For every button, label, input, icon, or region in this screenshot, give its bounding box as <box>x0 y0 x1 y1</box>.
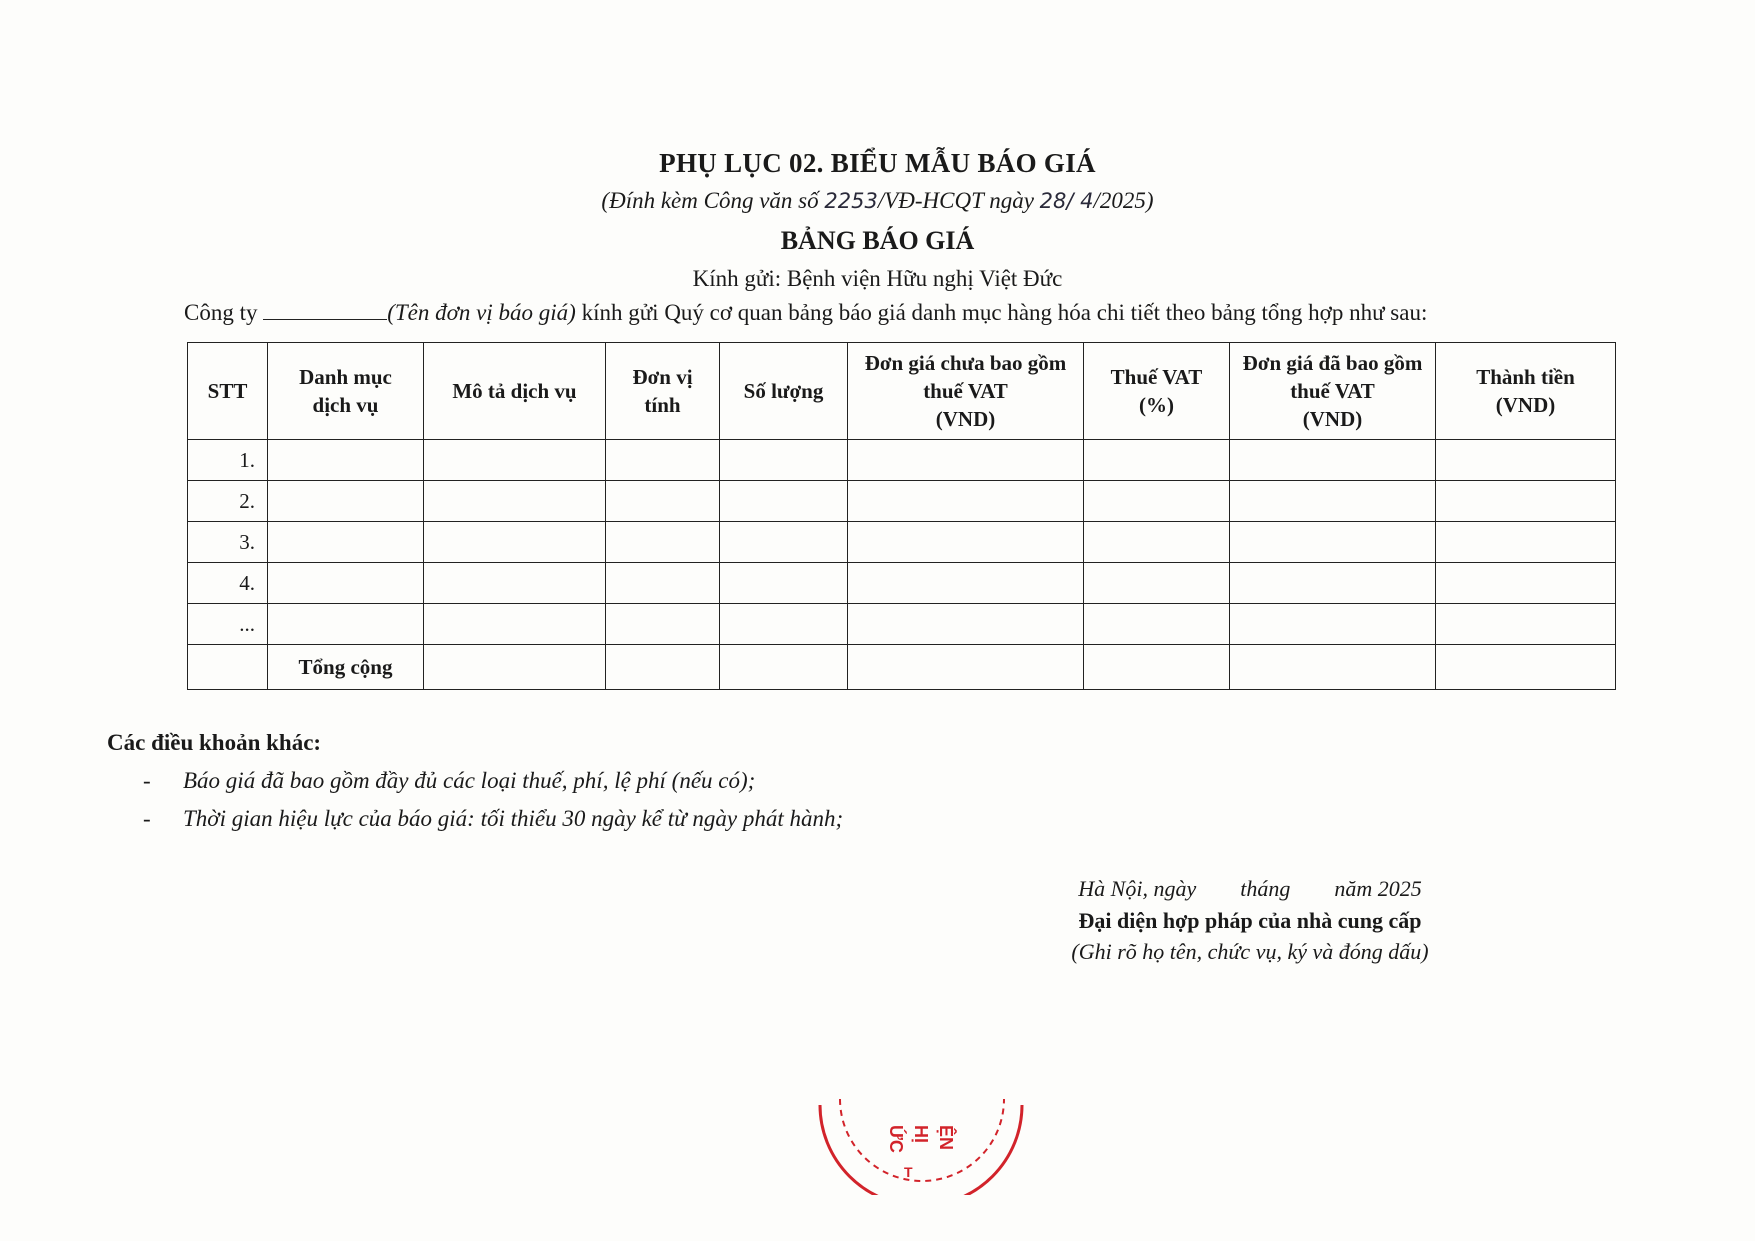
seal-text: T <box>904 1164 913 1180</box>
table-cell[interactable] <box>1230 481 1436 522</box>
table-cell[interactable] <box>1084 645 1230 690</box>
seal-text: ỆN <box>936 1125 956 1151</box>
table-cell[interactable] <box>720 481 848 522</box>
table-cell[interactable] <box>1084 481 1230 522</box>
table-cell[interactable] <box>1436 645 1616 690</box>
table-cell[interactable] <box>424 522 606 563</box>
seal-outer-arc <box>820 1105 1022 1195</box>
signature-place-date: Hà Nội, ngày tháng năm 2025 <box>1078 876 1422 901</box>
table-cell[interactable] <box>424 604 606 645</box>
signature-representative: Đại diện hợp pháp của nhà cung cấp <box>1078 908 1422 933</box>
table-cell[interactable] <box>1230 522 1436 563</box>
header-quantity: Số lượng <box>720 343 848 440</box>
doc-number: 2253 <box>824 189 878 213</box>
header-unit: Đơn vị tính <box>606 343 720 440</box>
row-number: ... <box>188 604 268 645</box>
subtitle-mid: /VĐ-HCQT ngày <box>877 188 1034 213</box>
total-label: Tổng cộng <box>268 645 424 690</box>
table-cell[interactable] <box>720 645 848 690</box>
table-cell[interactable] <box>848 481 1084 522</box>
table-cell[interactable] <box>1230 645 1436 690</box>
row-number: 3. <box>188 522 268 563</box>
table-cell[interactable] <box>268 604 424 645</box>
intro-placeholder: (Tên đơn vị báo giá) <box>387 300 576 325</box>
table-header-row <box>188 343 1616 440</box>
header-unit-price-incl-vat: Đơn giá đã bao gồm thuế VAT (VND) <box>1230 343 1436 440</box>
table-row <box>188 563 1616 604</box>
table-cell[interactable] <box>1084 522 1230 563</box>
intro-suffix: kính gửi Quý cơ quan bảng báo giá danh mục hàng hóa chi tiết theo bảng tổng hợp như sau: <box>581 300 1428 325</box>
table-cell[interactable] <box>1084 604 1230 645</box>
table-cell[interactable] <box>268 481 424 522</box>
table-cell[interactable] <box>1084 440 1230 481</box>
header-service-category: Danh mục dịch vụ <box>268 343 424 440</box>
table-cell[interactable] <box>1436 481 1616 522</box>
table-cell[interactable] <box>1436 563 1616 604</box>
row-number: 1. <box>188 440 268 481</box>
table-cell[interactable] <box>720 522 848 563</box>
table-row <box>188 604 1616 645</box>
table-cell[interactable] <box>268 563 424 604</box>
bullet-dash: - <box>143 806 151 831</box>
table-cell[interactable] <box>1436 522 1616 563</box>
table-cell[interactable] <box>1230 604 1436 645</box>
table-cell[interactable] <box>424 645 606 690</box>
recipient-line: Kính gửi: Bệnh viện Hữu nghị Việt Đức <box>692 266 1063 291</box>
table-cell[interactable] <box>720 440 848 481</box>
bullet-dash: - <box>143 768 151 793</box>
table-cell[interactable] <box>1436 440 1616 481</box>
row-number: 4. <box>188 563 268 604</box>
table-cell[interactable] <box>606 563 720 604</box>
document-subtitle <box>0 188 1755 214</box>
document-title: PHỤ LỤC 02. BIỂU MẪU BÁO GIÁ <box>659 148 1096 178</box>
company-name-blank <box>263 301 387 320</box>
seal-text: ỨC <box>886 1125 906 1153</box>
subtitle-suffix: /2025) <box>1093 188 1154 213</box>
table-row <box>188 522 1616 563</box>
table-cell[interactable] <box>720 563 848 604</box>
header-stt: STT <box>188 343 268 440</box>
header-service-description: Mô tả dịch vụ <box>424 343 606 440</box>
seal-text: HỊ <box>911 1125 931 1143</box>
table-cell[interactable] <box>424 563 606 604</box>
table-cell[interactable] <box>1084 563 1230 604</box>
table-cell[interactable] <box>1436 604 1616 645</box>
table-row <box>188 440 1616 481</box>
table-cell[interactable] <box>848 522 1084 563</box>
table-cell[interactable] <box>424 440 606 481</box>
table-cell[interactable] <box>848 645 1084 690</box>
table-cell <box>188 645 268 690</box>
row-number: 2. <box>188 481 268 522</box>
signature-note: (Ghi rõ họ tên, chức vụ, ký và đóng dấu) <box>1071 939 1429 964</box>
intro-line <box>184 300 1427 326</box>
table-cell[interactable] <box>848 440 1084 481</box>
table-cell[interactable] <box>720 604 848 645</box>
table-cell[interactable] <box>848 563 1084 604</box>
table-cell[interactable] <box>268 440 424 481</box>
table-cell[interactable] <box>606 604 720 645</box>
red-seal-stamp <box>812 1085 1032 1195</box>
intro-prefix: Công ty <box>184 300 258 325</box>
terms-item-text: Báo giá đã bao gồm đầy đủ các loại thuế, phí, lệ phí (nếu có); <box>183 768 756 793</box>
table-cell[interactable] <box>848 604 1084 645</box>
quotation-table <box>187 342 1616 690</box>
total-row <box>188 645 1616 690</box>
table-cell[interactable] <box>1230 440 1436 481</box>
terms-item <box>143 768 755 794</box>
table-cell[interactable] <box>424 481 606 522</box>
header-vat-rate: Thuế VAT (%) <box>1084 343 1230 440</box>
table-cell[interactable] <box>606 440 720 481</box>
table-title: BẢNG BÁO GIÁ <box>780 226 975 255</box>
terms-heading: Các điều khoản khác: <box>107 730 322 755</box>
header-total-amount: Thành tiền (VND) <box>1436 343 1616 440</box>
table-cell[interactable] <box>606 645 720 690</box>
table-cell[interactable] <box>606 481 720 522</box>
table-cell[interactable] <box>268 522 424 563</box>
doc-date: 28/ 4 <box>1039 189 1094 213</box>
terms-item <box>143 806 843 832</box>
terms-item-text: Thời gian hiệu lực của báo giá: tối thiểu 30 ngày kể từ ngày phát hành; <box>183 806 844 831</box>
subtitle-prefix: (Đính kèm Công văn số <box>601 188 819 213</box>
table-cell[interactable] <box>606 522 720 563</box>
table-cell[interactable] <box>1230 563 1436 604</box>
header-unit-price-excl-vat: Đơn giá chưa bao gồm thuế VAT (VND) <box>848 343 1084 440</box>
table-row <box>188 481 1616 522</box>
